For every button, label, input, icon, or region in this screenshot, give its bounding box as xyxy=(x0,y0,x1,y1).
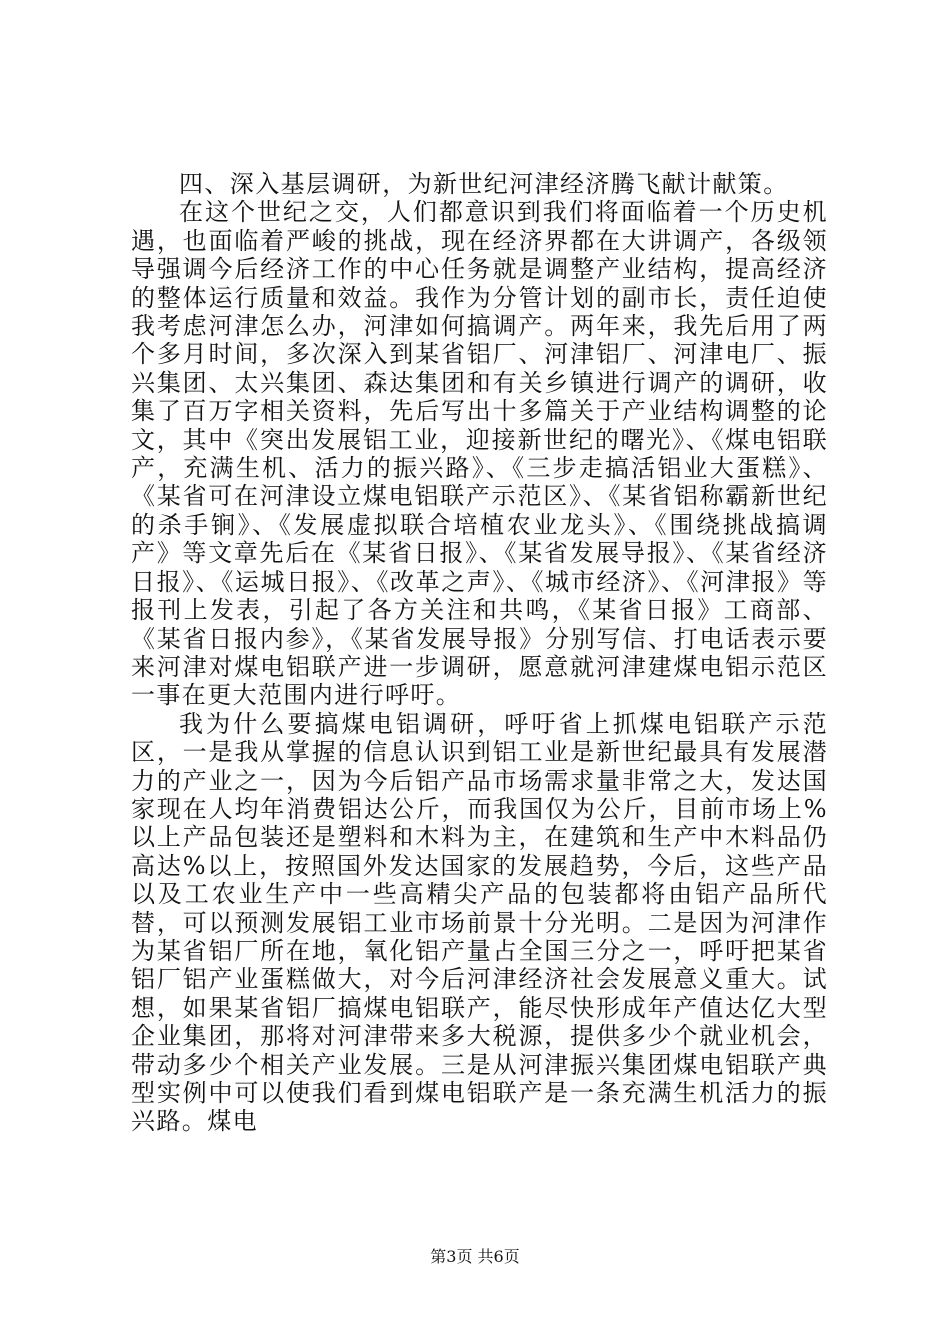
section-heading: 四、深入基层调研，为新世纪河津经济腾飞献计献策。 xyxy=(179,170,789,198)
paragraph-aluminum-reasons: 我为什么要搞煤电铝调研，呼吁省上抓煤电铝联产示范区，一是我从掌握的信息认识到铝工业是新世纪最具有发展潜力的产业之一，因为今后铝产品市场需求量非常之大，发达国家现在人均年消费铝达公斤，而我国仅为公斤，目前市场上%以上产品包装还是塑料和木料为主，在建筑和生产中木料品仍高达%以上，按照国外发达国家的发展趋势，今后，这些产品以及工农业生产中一些高精尖产品的包装都将由铝产品所代替，可以预测发展铝工业市场前景十分光明。二是因为河津作为某省铝厂所在地，氧化铝产量占全国三分之一，呼吁把某省铝厂铝产业蛋糕做大，对今后河津经济社会发展意义重大。试想，如果某省铝厂搞煤电铝联产，能尽快形成年产值达亿大型企业集团，那将对河津带来多大税源，提供多少个就业机会，带动多少个相关产业发展。三是从河津振兴集团煤电铝联产典型实例中可以使我们看到煤电铝联产是一条充满生机活力的振兴路。煤电 xyxy=(131,709,828,1136)
page-number-footer: 第3页 共6页 xyxy=(430,1247,520,1266)
document-body xyxy=(131,170,828,1136)
paragraph-research-summary: 在这个世纪之交，人们都意识到我们将面临着一个历史机遇，也面临着严峻的挑战，现在经济界都在大讲调产，各级领导强调今后经济工作的中心任务就是调整产业结构，提高经济的整体运行质量和效益。我作为分管计划的副市长，责任迫使我考虑河津怎么办，河津如何搞调产。两年来，我先后用了两个多月时间，多次深入到某省铝厂、河津铝厂、河津电厂、振兴集团、太兴集团、森达集团和有关乡镇进行调产的调研，收集了百万字相关资料，先后写出十多篇关于产业结构调整的论文，其中《突出发展铝工业，迎接新世纪的曙光》、《煤电铝联产，充满生机、活力的振兴路》、《三步走搞活铝业大蛋糕》、《某省可在河津设立煤电铝联产示范区》、《某省铝称霸新世纪的杀手锏》、《发展虚拟联合培植农业龙头》、《围绕挑战搞调产》等文章先后在《某省日报》、《某省发展导报》、《某省经济日报》、《运城日报》、《改革之声》、《城市经济》、《河津报》等报刊上发表，引起了各方关注和共鸣，《某省日报》工商部、《某省日报内参》，《某省发展导报》分别写信、打电话表示要来河津对煤电铝联产进一步调研，愿意就河津建煤电铝示范区一事在更大范围内进行呼吁。 xyxy=(131,198,828,710)
